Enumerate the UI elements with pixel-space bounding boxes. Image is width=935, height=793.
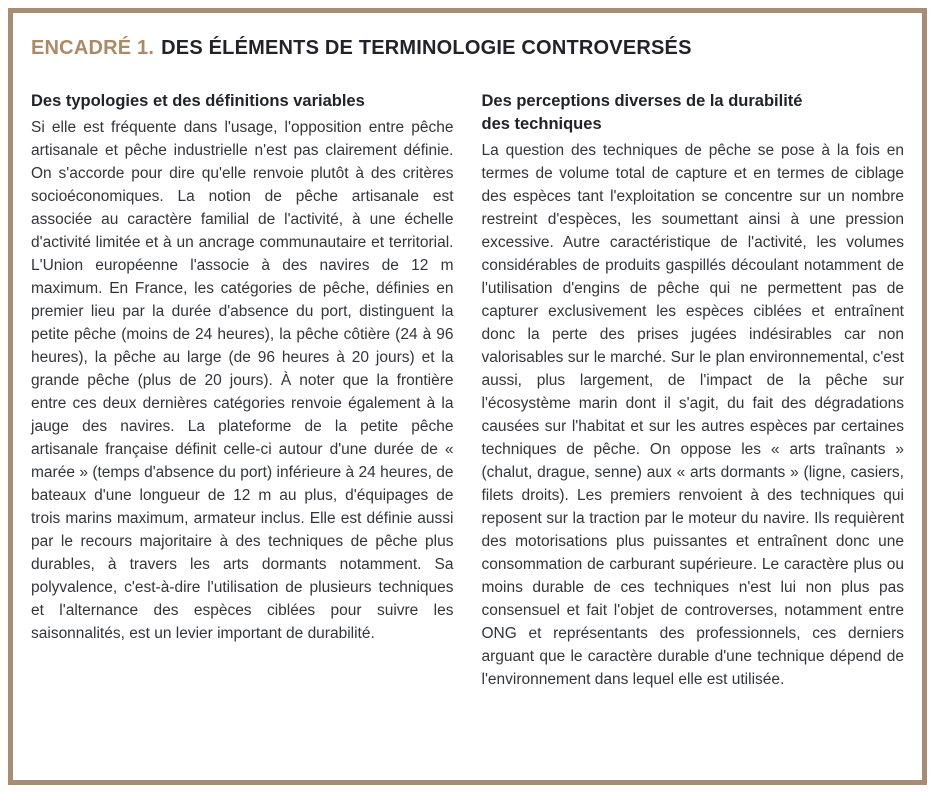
right-heading-line1: Des perceptions diverses de la durabilité (481, 92, 803, 110)
box-label: ENCADRÉ 1. (31, 37, 155, 59)
box-title-text: DES ÉLÉMENTS DE TERMINOLOGIE CONTROVERSÉS (161, 37, 692, 59)
right-column-heading (482, 90, 905, 136)
left-column-body: Si elle est fréquente dans l'usage, l'opposition entre pêche artisanale et pêche industrielle n'est pas clairement définie. On s'accorde pour dire qu'elle renvoie plutôt à des critères socioéconomiques. La notion de pêche artisanale est associée au caractère familial de l'activité, à une échelle d'activité limitée et à un ancrage communautaire et territorial. L'Union européenne l'associe à des navires de 12 m maximum. En France, les catégories de pêche, définies en premier lieu par la durée d'absence du port, distinguent la petite pêche (moins de 24 heures), la pêche côtière (24 à 96 heures), la pêche au large (de 96 heures à 20 jours) et la grande pêche (plus de 20 jours). À noter que la frontière entre ces deux dernières catégories renvoie également à la jauge des navires. La plateforme de la petite pêche artisanale française définit celle-ci autour d'une durée de « marée » (temps d'absence du port) inférieure à 24 heures, de bateaux d'une longueur de 12 m au plus, d'équipages de trois marins maximum, armateur inclus. Elle est définie aussi par le recours majoritaire à des techniques de pêche plus durables, à travers les arts dormants notamment. Sa polyvalence, c'est-à-dire l'utilisation de plusieurs techniques et l'alternance des espèces ciblées pour suivre les saisonnalités, est un levier important de durabilité. (31, 119, 454, 642)
box-title (31, 37, 904, 60)
column-left (31, 90, 454, 691)
right-heading-line2: des techniques (481, 115, 602, 133)
two-column-layout (31, 90, 904, 691)
right-column-body: La question des techniques de pêche se pose à la fois en termes de volume total de capture et en termes de ciblage des espèces tant l'exploitation se concentre sur un nombre restreint d'espèces, les soumettant ainsi à une pression excessive. Autre caractéristique de l'activité, les volumes considérables de produits gaspillés découlant notamment de l'utilisation d'engins de pêche qui ne permettent pas de capturer exclusivement les espèces ciblées et entraînent donc la perte des prises jugées indésirables car non valorisables sur le marché. Sur le plan environnemental, c'est aussi, plus largement, de l'impact de la pêche sur l'écosystème marin dont il s'agit, du fait des dégradations causées sur l'habitat et sur les autres espèces par certaines techniques de pêche. On oppose les « arts traînants » (chalut, drague, senne) aux « arts dormants » (ligne, casiers, filets droits). Les premiers renvoient à des techniques qui reposent sur la traction par le moteur du navire. Ils requièrent des motorisations plus puissantes et entraînent donc une consommation de carburant supérieure. Le caractère plus ou moins durable de ces techniques n'est lui non plus pas consensuel et fait l'objet de controverses, notamment entre ONG et représentants des professionnels, ces derniers arguant que le caractère durable d'une technique dépend de l'environnement dans lequel elle est utilisée. (481, 142, 904, 688)
encadre-box (8, 8, 927, 785)
left-column-heading: Des typologies et des définitions variables (31, 92, 365, 110)
column-right (482, 90, 905, 691)
